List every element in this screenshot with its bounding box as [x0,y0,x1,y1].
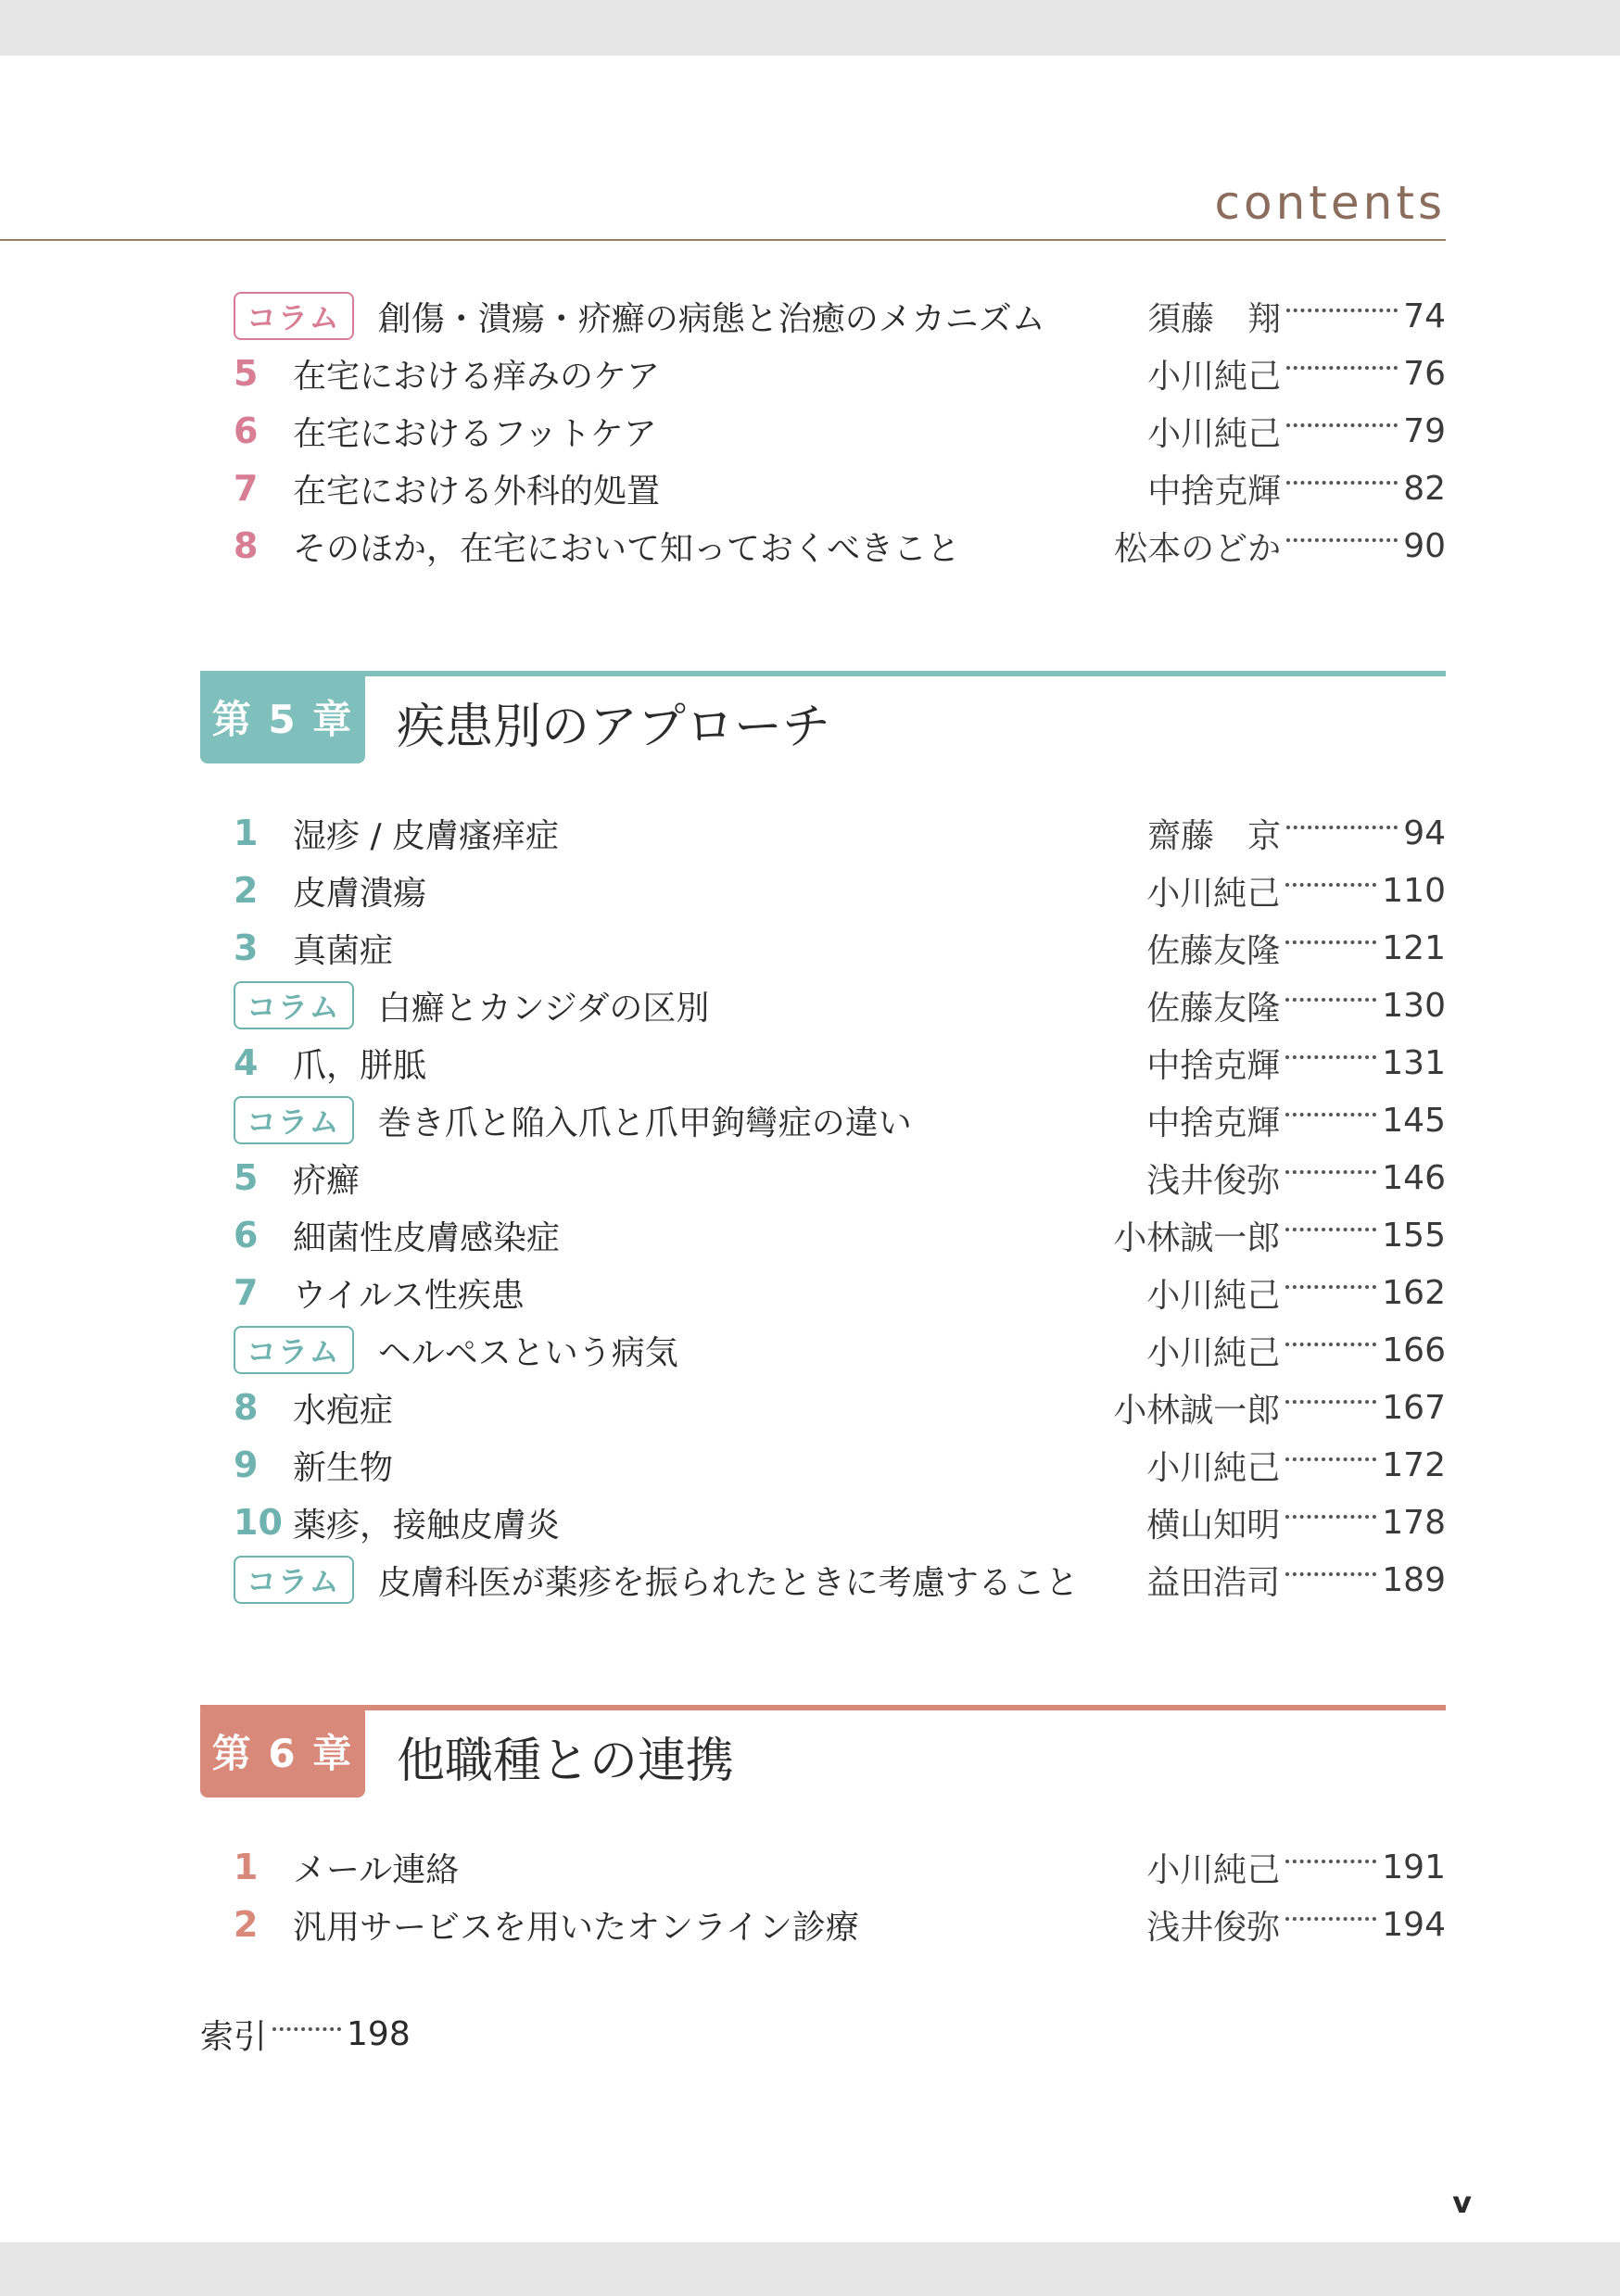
entry-author: 佐藤友隆 [1146,931,1281,970]
entry-author: 小川純己 [1147,414,1282,453]
toc-entry[interactable] [234,1091,1446,1149]
entry-title: 湿疹 / 皮膚瘙痒症 [293,816,560,855]
leader-dots [1285,1285,1376,1289]
leader-dots [272,2027,341,2031]
entry-title: 皮膚科医が薬疹を振られたときに考慮すること [377,1563,1079,1602]
entry-author: 須藤 翔 [1147,299,1282,338]
entry-author: 小林誠一郎 [1113,1391,1281,1430]
entry-page: 131 [1382,1043,1446,1082]
entry-title: メール連絡 [293,1850,460,1889]
column-badge: コラム [234,292,354,340]
entry-page: 94 [1403,814,1446,852]
entry-author: 小川純己 [1146,874,1281,913]
entry-author: 齋藤 京 [1147,816,1282,855]
chapter-badge: 第 6 章 [200,1705,365,1798]
entry-page: 155 [1382,1216,1446,1255]
entry-page: 178 [1382,1503,1446,1542]
toc-entry[interactable] [234,345,1446,402]
leader-dots [1285,883,1376,887]
entry-title: 在宅におけるフットケア [293,414,657,453]
column-badge: コラム [234,1556,354,1604]
page-folio: v [1452,2185,1472,2220]
entry-title: 創傷・潰瘍・疥癬の病態と治癒のメカニズム [377,299,1045,338]
entry-author: 小川純己 [1147,357,1282,396]
toc-entry[interactable] [234,517,1446,574]
entry-author: 松本のどか [1114,529,1282,568]
entry-title: そのほか，在宅において知っておくべきこと [293,529,961,568]
contents-header: contents [1214,176,1446,230]
leader-dots [1286,423,1398,427]
leader-dots [1285,1860,1376,1863]
entry-author: 横山知明 [1146,1506,1281,1545]
entry-title: 細菌性皮膚感染症 [293,1218,561,1257]
entry-page: 121 [1382,928,1446,967]
index-page: 198 [347,2015,411,2053]
leader-dots [1285,1917,1376,1921]
chapter-rule [200,671,1446,676]
index-entry[interactable] [200,2011,411,2058]
entry-page: 74 [1403,296,1446,335]
entry-author: 小林誠一郎 [1113,1218,1281,1257]
toc-entry[interactable] [234,287,1446,345]
entry-page: 82 [1403,469,1446,508]
entry-page: 90 [1403,526,1446,565]
entry-author: 中捨克輝 [1146,1046,1281,1085]
leader-dots [1286,826,1398,829]
entry-author: 小川純己 [1146,1333,1281,1372]
leader-dots [1285,1055,1376,1059]
toc-entry[interactable] [234,1206,1446,1264]
entry-title: 皮膚潰瘍 [293,874,427,913]
entry-page: 194 [1382,1905,1446,1944]
entry-number: 5 [234,1157,259,1198]
entry-title: 疥癬 [293,1161,361,1200]
entry-page: 166 [1382,1331,1446,1369]
toc-entry[interactable] [234,1436,1446,1494]
entry-page: 146 [1382,1158,1446,1197]
index-label: 索引 [200,2018,268,2056]
entry-number: 6 [234,410,259,451]
entry-title: 水疱症 [293,1391,394,1430]
toc-entry[interactable] [234,460,1446,517]
entry-page: 189 [1382,1560,1446,1599]
leader-dots [1286,538,1398,542]
toc-entry[interactable] [234,402,1446,460]
entry-number: 4 [234,1042,259,1083]
column-badge: コラム [234,1096,354,1144]
entry-title: 新生物 [293,1448,394,1487]
entry-page: 167 [1382,1388,1446,1427]
leader-dots [1285,940,1376,944]
leader-dots [1286,481,1398,485]
toc-entry[interactable] [234,862,1446,919]
leader-dots [1285,1457,1376,1461]
chapter-rule [200,1705,1446,1710]
entry-title: 白癬とカンジダの区別 [377,989,710,1028]
entry-author: 小川純己 [1146,1276,1281,1315]
leader-dots [1285,1170,1376,1174]
entry-author: 益田浩司 [1146,1563,1281,1602]
leader-dots [1285,1572,1376,1576]
entry-number: 7 [234,468,259,509]
entry-author: 小川純己 [1146,1850,1281,1889]
leader-dots [1285,1400,1376,1404]
leader-dots [1285,1228,1376,1231]
chapter-badge: 第 5 章 [200,671,365,763]
entry-title: 薬疹，接触皮膚炎 [293,1506,561,1545]
entry-author: 浅井俊弥 [1146,1908,1281,1947]
toc-entry[interactable] [234,1838,1446,1896]
column-badge: コラム [234,981,354,1029]
entry-number: 7 [234,1272,259,1313]
entry-title: 汎用サービスを用いたオンライン診療 [293,1908,859,1947]
entry-title: 真菌症 [293,931,394,970]
leader-dots [1285,1515,1376,1519]
toc-entry[interactable] [234,1494,1446,1551]
entry-number: 3 [234,927,259,968]
leader-dots [1285,1113,1376,1116]
entry-title: 巻き爪と陥入爪と爪甲鉤彎症の違い [377,1104,912,1142]
entry-number: 1 [234,1847,259,1887]
entry-number: 10 [234,1502,283,1543]
chapter-title: 疾患別のアプローチ [397,700,831,755]
column-badge: コラム [234,1326,354,1374]
chapter-5-heading[interactable] [200,671,1446,763]
toc-entry[interactable] [234,1149,1446,1206]
entry-number: 9 [234,1444,259,1485]
entry-page: 79 [1403,411,1446,450]
header-rule [0,239,1446,241]
entry-number: 1 [234,813,259,853]
entry-title: ヘルペスという病気 [377,1333,678,1372]
toc-entry[interactable] [234,1896,1446,1953]
entry-number: 6 [234,1215,259,1255]
toc-entry[interactable] [234,919,1446,977]
entry-page: 172 [1382,1445,1446,1484]
entry-number: 8 [234,1387,259,1428]
entry-author: 中捨克輝 [1147,472,1282,511]
entry-author: 佐藤友隆 [1146,989,1281,1028]
entry-number: 2 [234,870,259,911]
entry-number: 8 [234,525,259,566]
toc-entry[interactable] [234,977,1446,1034]
entry-page: 130 [1382,986,1446,1025]
toc-entry[interactable] [234,1551,1446,1608]
entry-title: 爪，胼胝 [293,1046,427,1085]
entry-page: 110 [1382,871,1446,910]
entry-author: 小川純己 [1146,1448,1281,1487]
chapter-6-heading[interactable] [200,1705,1446,1798]
entry-number: 5 [234,353,259,394]
entry-author: 中捨克輝 [1146,1104,1281,1142]
toc-entry[interactable] [234,804,1446,862]
toc-entry[interactable] [234,1379,1446,1436]
leader-dots [1286,366,1398,370]
entry-page: 76 [1403,354,1446,393]
chapter-title: 他職種との連携 [397,1734,735,1789]
entry-title: ウイルス性疾患 [293,1276,525,1315]
entry-page: 191 [1382,1848,1446,1886]
toc-entry[interactable] [234,1321,1446,1379]
toc-entry[interactable] [234,1034,1446,1091]
entry-title: 在宅における外科的処置 [293,472,661,511]
leader-dots [1285,998,1376,1002]
toc-entry[interactable] [234,1264,1446,1321]
entry-title: 在宅における痒みのケア [293,357,661,396]
entry-page: 145 [1382,1101,1446,1140]
leader-dots [1285,1343,1376,1346]
leader-dots [1286,309,1398,312]
entry-author: 浅井俊弥 [1146,1161,1281,1200]
entry-number: 2 [234,1904,259,1945]
entry-page: 162 [1382,1273,1446,1312]
